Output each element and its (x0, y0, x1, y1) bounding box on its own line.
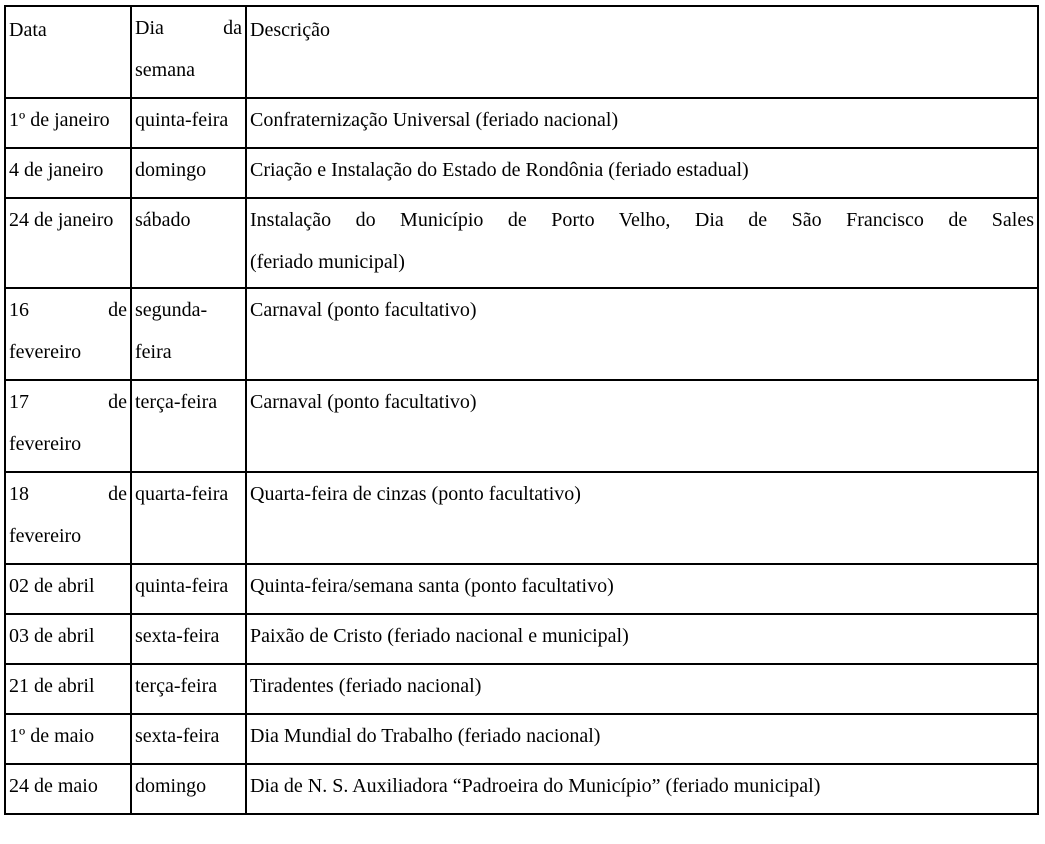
row-day-line2: feira (135, 341, 172, 363)
row-description: Carnaval (ponto facultativo) (246, 288, 1038, 380)
row-date-line1 (9, 381, 127, 423)
row-date: 24 de maio (5, 764, 131, 814)
row-date-part1: 17 (9, 391, 29, 413)
table-row (5, 564, 1038, 614)
row-date-line1 (9, 473, 127, 515)
row-description: Tiradentes (feriado nacional) (246, 664, 1038, 714)
row-date-part1: 16 (9, 299, 29, 321)
header-day-part3: semana (135, 59, 195, 81)
row-description: Dia Mundial do Trabalho (feriado nacional) (246, 714, 1038, 764)
row-date-part3: fevereiro (9, 525, 82, 547)
header-date: Data (9, 19, 47, 41)
table-row (5, 764, 1038, 814)
row-date: 03 de abril (5, 614, 131, 664)
header-day-part2: da (223, 17, 242, 39)
row-date-cell (5, 380, 131, 472)
row-description: Quarta-feira de cinzas (ponto facultativo) (246, 472, 1038, 564)
header-day-line1 (135, 7, 242, 49)
row-day: sábado (131, 198, 246, 288)
row-day: terça-feira (131, 380, 246, 472)
row-description: Confraternização Universal (feriado nacional) (246, 98, 1038, 148)
row-date: 02 de abril (5, 564, 131, 614)
table-row (5, 664, 1038, 714)
header-day-part1: Dia (135, 17, 164, 39)
row-day: quinta-feira (131, 564, 246, 614)
table-row (5, 614, 1038, 664)
header-day-cell (131, 6, 246, 98)
row-description: Carnaval (ponto facultativo) (246, 380, 1038, 472)
header-date-cell (5, 6, 131, 98)
row-date-part2: de (108, 391, 127, 413)
header-description: Descrição (250, 19, 330, 41)
table-row (5, 380, 1038, 472)
row-date-part2: de (108, 299, 127, 321)
row-day: quarta-feira (131, 472, 246, 564)
row-description: Paixão de Cristo (feriado nacional e municipal) (246, 614, 1038, 664)
table-row (5, 288, 1038, 380)
row-day: domingo (131, 148, 246, 198)
row-date-part1: 18 (9, 483, 29, 505)
row-date-line1 (9, 289, 127, 331)
row-day: quinta-feira (131, 98, 246, 148)
row-day: domingo (131, 764, 246, 814)
table-row (5, 714, 1038, 764)
row-day: sexta-feira (131, 614, 246, 664)
row-date: 1º de janeiro (5, 98, 131, 148)
row-day: terça-feira (131, 664, 246, 714)
row-date-cell (5, 472, 131, 564)
table-row (5, 98, 1038, 148)
table-row (5, 198, 1038, 288)
row-description-line1 (250, 199, 1034, 241)
row-day-line1: segunda- (135, 299, 208, 321)
row-date: 24 de janeiro (5, 198, 131, 288)
row-description-line2: (feriado municipal) (250, 251, 405, 273)
row-description: Quinta-feira/semana santa (ponto facultativo) (246, 564, 1038, 614)
row-day: sexta-feira (131, 714, 246, 764)
row-date-part2: de (108, 483, 127, 505)
table-row (5, 148, 1038, 198)
row-description-cell (246, 198, 1038, 288)
row-date-part3: fevereiro (9, 341, 82, 363)
row-date-cell (5, 288, 131, 380)
row-date-part3: fevereiro (9, 433, 82, 455)
row-description: Dia de N. S. Auxiliadora “Padroeira do Município” (feriado municipal) (246, 764, 1038, 814)
table-row (5, 472, 1038, 564)
row-date: 21 de abril (5, 664, 131, 714)
row-date: 4 de janeiro (5, 148, 131, 198)
holiday-table (4, 5, 1039, 815)
row-description: Criação e Instalação do Estado de Rondônia (feriado estadual) (246, 148, 1038, 198)
row-description-line1-text: Instalação do Município de Porto Velho, Dia de São Francisco de Sales (250, 209, 1034, 231)
row-date: 1º de maio (5, 714, 131, 764)
table-header-row (5, 6, 1038, 98)
row-day-cell (131, 288, 246, 380)
header-description-cell (246, 6, 1038, 98)
